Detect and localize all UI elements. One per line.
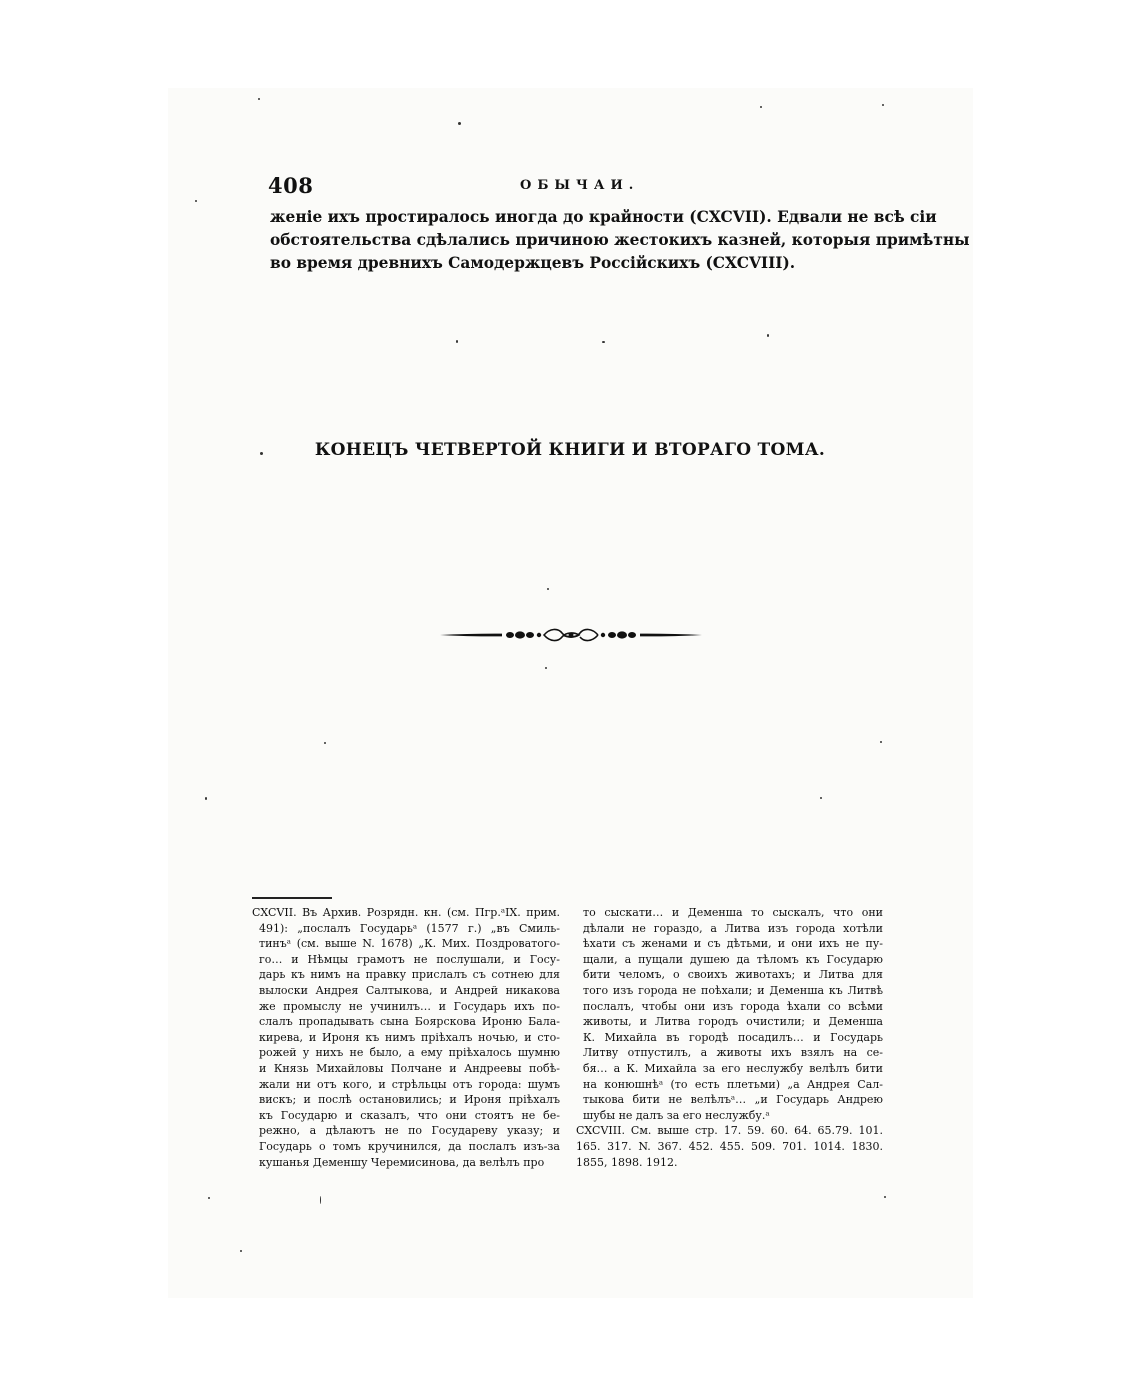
footnote-line: 1855, 1898. 1912. (576, 1155, 678, 1169)
main-text (270, 206, 970, 275)
footnote-line: вылоски Андрея Салтыкова, и Андрей никакова (259, 983, 560, 997)
text-line: обстоятельства сдѣлались причиною жестокихъ казней, которыя примѣтны (270, 231, 970, 249)
footnote-line: 165. 317. N. 367. 452. 455. 509. 701. 1014. 1830. (576, 1139, 883, 1153)
scan-speck (260, 452, 263, 455)
scan-speck (205, 797, 207, 800)
scan-speck (884, 1196, 886, 1198)
footnotes-left-column (252, 905, 560, 1170)
footnote-line: кушанья Деменшу Черемисинова, да велѣлъ про (259, 1155, 545, 1169)
footnote-line: и Князь Михайловы Полчане и Андреевы побѣ- (259, 1061, 560, 1075)
footnote-line: того изъ города не поѣхали; и Деменша къ Литвѣ (583, 983, 883, 997)
ornament-divider (440, 625, 702, 645)
scan-speck (882, 104, 884, 106)
footnotes-right-column (576, 905, 883, 1170)
scan-speck (880, 741, 882, 743)
running-head: ОБЫЧАИ. (520, 178, 640, 193)
text-line: во время древнихъ Самодержцевъ Россійскихъ (CXCVIII). (270, 254, 796, 272)
footnote-line: дѣлали не гораздо, а Литва изъ города хотѣли (583, 921, 883, 935)
footnote-line: дарь къ нимъ на правку прислалъ съ сотнею для (259, 968, 560, 982)
scan-speck (456, 340, 458, 343)
footnote-line: на конюшнѣᵃ (то есть плетьми) „а Андрея Сал- (583, 1077, 883, 1091)
scan-speck (767, 334, 769, 337)
scan-speck (545, 667, 547, 669)
footnote-line: го… и Нѣмцы грамотъ не послушали, и Госу- (259, 952, 560, 966)
footnote-line: Государь о томъ кручинился, да послалъ изъ-за (259, 1139, 560, 1153)
scan-speck (547, 588, 549, 590)
footnote-line: Литву отпустилъ, а животы ихъ взялъ на се- (583, 1046, 883, 1060)
footnote-line: CXCVIII. См. выше стр. 17. 59. 60. 64. 65.79. 101. (576, 1124, 883, 1138)
text-line: женіе ихъ простиралось иногда до крайности (CXCVII). Едвали не всѣ сіи (270, 208, 937, 226)
footnote-line: К. Михайла въ городѣ посадилъ… и Государь (583, 1030, 883, 1044)
footnote-line: режно, а дѣлаютъ не по Государеву указу; и (259, 1124, 560, 1138)
page-number: 408 (268, 173, 314, 198)
footnote-line: же промыслу не учинилъ… и Государь ихъ по- (259, 999, 560, 1013)
scan-speck (324, 742, 326, 744)
footnote-line: CXCVII. Въ Архив. Розрядн. кн. (см. Пгр.ᵃIX. прим. (252, 906, 560, 919)
scan-speck (208, 1197, 210, 1199)
footnote-line: тинъᵃ (см. выше N. 1678) „К. Мих. Поздроватого- (259, 937, 560, 951)
end-title: КОНЕЦЪ ЧЕТВЕРТОЙ КНИГИ И ВТОРАГО ТОМА. (314, 440, 826, 460)
scan-speck (240, 1250, 242, 1252)
footnote-line: къ Государю и сказалъ, что они стоятъ не бе- (259, 1108, 560, 1122)
footnote-line: послалъ, чтобы они изъ города ѣхали со всѣми (583, 999, 883, 1013)
footnote-line: ѣхати съ женами и съ дѣтьми, и они ихъ не пу- (583, 937, 883, 951)
footnote-line: жали ни отъ кого, и стрѣльцы отъ города: шумъ (259, 1077, 560, 1091)
footnote-line: слалъ пропадывать сына Боярскова Ироню Бала- (259, 1015, 560, 1029)
scan-speck (760, 106, 762, 108)
footnote-line: бити челомъ, о своихъ животахъ; и Литва для (583, 968, 883, 982)
scan-speck (258, 98, 260, 100)
footnote-line: 491): „послалъ Государьᵃ (1577 г.) „въ Смиль- (259, 921, 560, 935)
scan-speck (602, 341, 605, 343)
scan-speck (195, 200, 197, 202)
footnote-line: то сыскати… и Деменша то сыскалъ, что они (583, 906, 883, 919)
scan-speck (820, 797, 822, 799)
footnote-line: щали, а пущали душею да тѣломъ къ Государю (583, 952, 883, 966)
footnote-line: шубы не далъ за его неслужбу.ᵃ (583, 1108, 770, 1122)
footnote-line: животы, и Литва городъ очистили; и Деменша (583, 1015, 883, 1029)
footnote-rule (252, 897, 332, 899)
footnote-line: вискъ; и послѣ остановились; и Ироня пріѣхалъ (259, 1093, 560, 1107)
footnote-line: бя… а К. Михайла за его неслужбу велѣлъ бити (583, 1061, 883, 1075)
footnote-line: тыкова бити не велѣлъᵃ… „и Государь Андрею (583, 1093, 883, 1107)
footnote-line: кирева, и Ироня къ нимъ пріѣхалъ ночью, и сто- (259, 1030, 560, 1044)
scan-speck (320, 1196, 321, 1204)
scan-speck (458, 122, 461, 125)
footnote-line: рожей у нихъ не было, а ему пріѣхалось шумню (259, 1046, 560, 1060)
